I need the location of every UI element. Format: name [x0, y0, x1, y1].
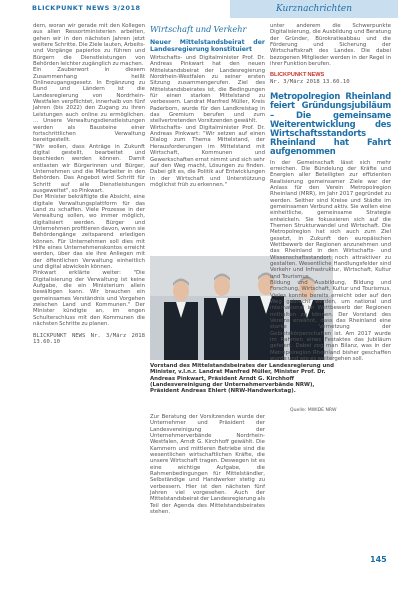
column-2-continued	[150, 414, 265, 516]
paragraph: Wirtschafts- und Digitalminister Prof. Dr. Andreas Pinkwart: "Wir setzen auf einen Dialog zum Thema Mittelstand, der Herausforderungen im Mittelstand mit Wirtschaft, Kommunen und Gewerkschaften ernst nimmt und sich sehr auf den Weg macht, Lösungen zu finden. Dabei gilt es, die Politik auf Entwicklungen in der Wirtschaft und Unterstützung möglichst früh zu erkennen."	[150, 124, 265, 188]
column-2	[150, 23, 265, 188]
paragraph: Bildung und Ausbildung, Bildung und Forschung, Wirtschaft, Kultur und Tourismus. Vieles konnte bereits erreicht oder auf den Weg gebracht werden, um national und international im Wettbewerb der Regionen mithalten zu können. Der Vorstand des Vereins erwähnt, dass das Rheinland eine starke Vernetzung der Gebietskörperschaften ist. Am 2017 wurde im Rahmen eines Festaktes das Jubiläum gefeiert. Dabei zog man Bilanz, was in der Metropolregion Rheinland bisher geschaffen wurde und wie es weitergehen soll.	[270, 280, 391, 363]
source-badge-date: Nr. 3/März 2018 13.60.10	[270, 78, 350, 85]
issue-label: BLICKPUNKT NEWS 3/2018	[32, 4, 141, 12]
page-header	[0, 0, 420, 22]
paragraph: Wirtschafts- und Digitalminister Prof. Dr. Andreas Pinkwart hat den neuen Mittelstandsbeirat der Landesregierung Nordrhein-Westfalen zu seiner ersten Sitzung zusammengerufen. Ziel des Mittelstandsbeirates ist, die Bedingungen für einen starken Mittelstand zu verbessern. Landrat Manfred Müller, Kreis Paderborn, wurde für den Landkreistag in das Gremium berufen und zum stellvertretenden Vorsitzenden gewählt.	[150, 55, 265, 125]
paragraph: Pinkwart erklärte weiter: "Die Digitalisierung der Verwaltung ist keine Aufgabe, die ein Ministerium allein bewältigen kann. Wir brauchen ein gemeinsames Verständnis und Vorgehen zwischen Land und Kommunen." Der Minister kündigte an, im engen Schulterschluss mit den Kommunen die nächsten Schritte zu planen.	[33, 270, 145, 328]
column-1	[33, 23, 145, 345]
paragraph: dem, woran wir gerade mit den Kollegen aus allen Ressortministerien arbeiten, gehen wir in den nächsten Jahren jetzt weitere Schritte. Die Ziele lauten, Arbeits- und Vorgänge papierlos zu führen und Bürgern die Dienstleistungen von Behörden leichter zugänglich zu machen.	[33, 23, 145, 68]
paragraph: "Wir wollen, dass Anträge in Zukunft digital gestellt, bearbeitet und beschieden werden können. Damit entlasten wir Bürgerinnen und Bürger, Unternehmen und die Mitarbeiter in den Behörden. Das Angebot wird Schritt für Schritt auf alle Dienstleistungen ausgeweitet", so Pinkwart.	[33, 143, 145, 194]
paragraph: In der Gemeinschaft lässt sich mehr erreichen. Die Bündelung der Kräfte und Energien aller Beteiligten zur effizienten Realisierung gemeinsamer Ziele war der Anlass für den Verein Metropolregion Rheinland (MRR), im Jahr 2017 gegründet zu werden. Seither sind Kreise und Städte im gemeinsamen Verbund aktiv. Sie wollen eine einheitliche, gemeinsame Strategie entwickeln. Sie fokussieren sich auf die Themen Strukturwandel und Wirtschaft. Die Metropolregion hat sich auch zum Ziel gesetzt, in Zukunft den europäischen Wettbewerb der Regionen anzunehmen und das Rheinland in den Wirtschafts- und Wissenschaftsstandort noch attraktiver zu gestalten. Wesentliche Handlungsfelder sind Verkehr und Infrastruktur, Wirtschaft, Kultur und Tourismus.	[270, 159, 391, 280]
photo-caption: Vorstand des Mittelstandsbeirates der Landesregierung und Minister, v.l.n.r. Landrat Manfred Müller, Minister Prof. Dr. Andreas Pinkwart, Präsident Arndt G. Kirchhoff (Landesvereinigung der Unternehmerverbände NRW), Präsident Andreas Ehlert (NRW-Handwerkstag).	[150, 363, 334, 395]
article-headline: Neuer Mittelstandsbeirat der Landesregierung konstituiert	[150, 39, 265, 53]
source-badge: BLICKPUNKT NEWS Nr. 3/März 2018 13.60.10	[33, 332, 145, 345]
source-badge: BLICKPUNKT NEWS	[270, 72, 325, 79]
section-heading: Wirtschaft und Verkehr	[150, 24, 247, 34]
article-headline: Metropolregion Rheinland feiert Gründungsjubiläum – Die gemeinsame Weiterentwicklung des Wirtschaftsstandorts Rheinland hat Fahrt aufgenommen	[270, 91, 391, 157]
photo-credit: Quelle: MWIDE NRW	[290, 408, 337, 413]
section-title-banner: Kurznachrichten	[230, 0, 398, 18]
paragraph: unter anderem die Schwerpunkte Digitalisierung, die Ausbildung und Beratung der Gründer, Bürokratieabbau und die Förderung und Sicherung der Wirtschaftskraft des Landes. Die dabei bezogenen Mitglieder werden in der Regel in ihrer Funktion berufen.	[270, 23, 391, 68]
page-number: 145	[370, 555, 387, 564]
paragraph: Ein Zauberwort in diesem Zusammenhang heißt Onlinezugangsgesetz. In Ergänzung zu Bund und Ländern ist die Landesregierung von Nordrhein-Westfalen verpflichtet, innerhalb von fünf Jahren (bis 2022) den Zugang zu ihren Leistungen auch online zu ermöglichen. ... Unsere Verwaltungsdienstleistungen werden als Bausteine einer fortschrittlichen Verwaltung bereitgestellt.	[33, 67, 145, 144]
paragraph: Der Minister bekräftigte die Absicht, eine digitale Verwaltungsplattform für das Land zu schaffen. Viele Prozesse in der Verwaltung sollen, wo immer möglich, digitalisiert werden. Bürger und Unternehmen profitieren davon, wenn sie Behördengänge zeitsparend erledigen können. Für Unternehmen soll dies mit Hilfe eines Unternehmenskontos erreicht werden, über das sie ihre Anliegen mit der öffentlichen Verwaltung einheitlich und digital abwickeln können.	[33, 194, 145, 271]
column-3	[270, 23, 391, 363]
paragraph: Zur Beratung der Vorsitzenden wurde der Unternehmer und Präsident der Landesvereinigung der Unternehmerverbände Nordrhein-Westfalen, Arndt G. Kirchhoff gewählt. Die Kammern und mittleren Betriebe sind die wesentlichen wirtschaftlichen Kräfte, die unsere Wirtschaft tragen. Deswegen ist es eine wichtige Aufgabe, die Rahmenbedingungen für Mittelständler, Selbständige und Handwerker stetig zu verbessern. Hier ist den nächsten fünf Jahren viel vorgesehen. Auch der Mittelstandsbeirat der Landesregierung als Teil der Agenda des Mittelstandsbeirates stehen.	[150, 414, 265, 516]
